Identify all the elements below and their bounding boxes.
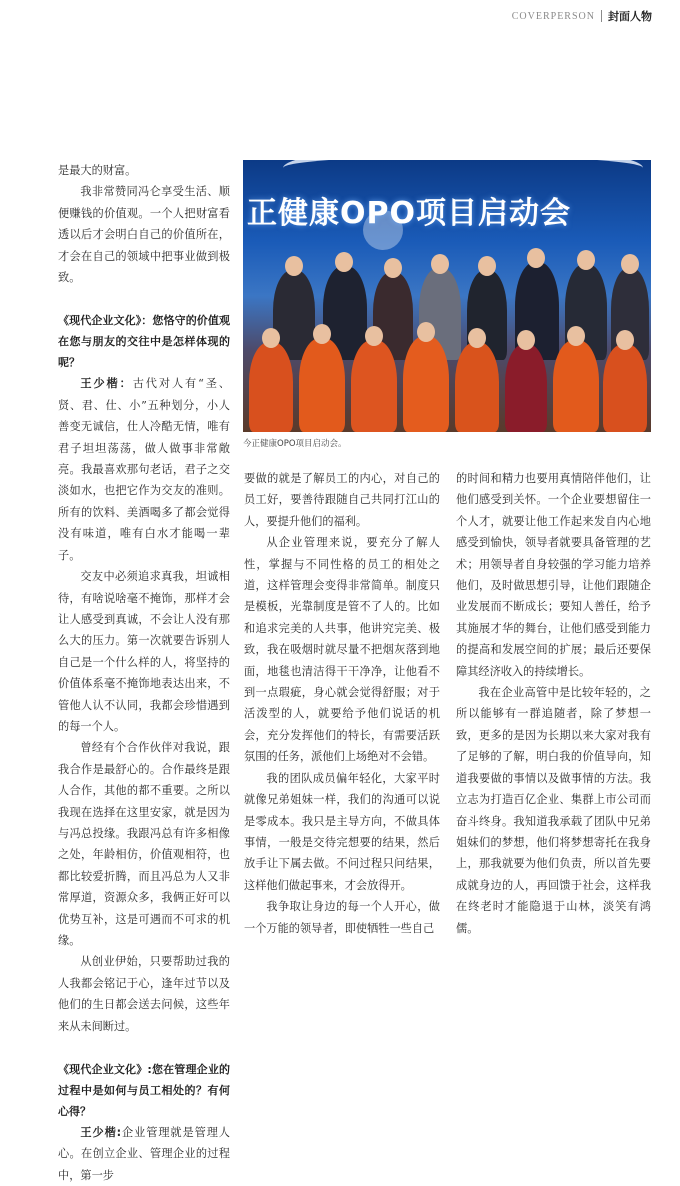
paragraph: 我的团队成员偏年轻化，大家平时就像兄弟姐妹一样，我们的沟通可以说是零成本。我只是主导方向，不做具体事情，一般是交待完想要的结果，然后放手让下属去做。不问过程只问结果，这样他们做起事来，才会放得开。 bbox=[244, 771, 440, 892]
paragraph: 我在企业高管中是比较年轻的，之所以能够有一群追随者，除了梦想一致，更多的是因为长期以来大家对我有了足够的了解，明白我的价值导向，知道我要做的事情以及做事情的方法。我立志为打造百亿企业、集群上市公司而奋斗终身。我知道我承载了团队中兄弟姐妹们的梦想，他们将梦想寄托在我身上，那我就要为他们负责，所以首先要成就身边的人，再回馈于社会，这样我在终老时才能隐退于山林，淡笑有鸿儒。 bbox=[456, 686, 651, 935]
interview-question: 《现代企业文化》：您恪守的价值观在您与朋友的交往中是怎样体现的呢？ bbox=[58, 314, 230, 370]
paragraph: 要做的就是了解员工的内心，对自己的员工好，要善待跟随自己共同打江山的人，要提升他们的福利。 bbox=[244, 472, 440, 528]
paragraph: 我争取让身边的每一个人开心，做一个万能的领导者，即使牺牲一些自己 bbox=[244, 900, 440, 935]
page-header bbox=[512, 6, 652, 26]
paragraph: 从企业管理来说，要充分了解人性，掌握与不同性格的员工的相处之道，这样管理会变得非常简单。制度只是模板，光靠制度是管不了人的。比如和追求完美的人共事，他讲究完美、极致，我在吸烟时就尽量不把烟灰落到地面，地毯也清洁得干干净净，让他看不到一点瑕疵，身心就会觉得舒服；对于活泼型的人，就要给予他们说话的机会，充分发挥他们的特长，有需要活跃氛围的任务，派他们上场绝对不会错。 bbox=[244, 536, 440, 764]
answer-paragraph bbox=[58, 1122, 230, 1186]
banner-arc bbox=[283, 160, 643, 190]
speaker-label: 王少楷: bbox=[80, 1126, 122, 1140]
text-column-3 bbox=[456, 468, 651, 939]
speaker-label: 王少楷： bbox=[80, 377, 133, 391]
answer-text: 古代对人有“圣、贤、君、仕、小”五种划分，小人善变无诚信，仕人冷酷无情，唯有君子坦坦荡荡，做人做事非常敞亮。我最喜欢那句老话，君子之交淡如水，也把它作为交友的准则。所有的饮料、美酒喝多了都会觉得没有味道，唯有白水才能喝一辈子。 bbox=[58, 377, 230, 562]
photo-caption: 今正健康OPO项目启动会。 bbox=[243, 439, 347, 449]
paragraph: 从创业伊始，只要帮助过我的人我都会铭记于心，逢年过节以及他们的生日都会送去问候，这些年来从未间断过。 bbox=[58, 955, 230, 1033]
paragraph: 曾经有个合作伙伴对我说，跟我合作是最舒心的。合作最终是跟人合作，其他的都不重要。之所以我现在选择在这里安家，就是因为与冯总投缘。我跟冯总有许多相像之处，年龄相仿，价值观相符，也都比较爱折腾，而且冯总为人又非常厚道，资源众多，我俩正好可以优势互补，这是可遇而不可求的机缘。 bbox=[58, 741, 230, 947]
answer-paragraph bbox=[58, 373, 230, 566]
text-column-2 bbox=[244, 468, 440, 939]
paragraph: 是最大的财富。 bbox=[58, 164, 137, 177]
paragraph: 交友中必须追求真我，坦诚相待，有啥说啥毫不掩饰，那样才会让人感受到真诚，不会让人没有那么大的压力。第一次就要告诉别人自己是一个什么样的人，将坚持的价值体系毫不掩饰地表达出来，不管他人认不认同，我都会珍惜遇到的每一个人。 bbox=[58, 570, 230, 733]
event-banner-text: 正健康OPO项目启动会 bbox=[247, 196, 571, 231]
section-label-en: COVERPERSON bbox=[511, 10, 595, 22]
paragraph: 的时间和精力也要用真情陪伴他们，让他们感受到关怀。一个企业要想留住一个人才，就要让他工作起来发自内心地感受到愉快，领导者就要具备管理的艺术；用领导者自身较强的学习能力培养他们，及时做思想引导，让他们跟随企业发展而不断成长；要知人善任，给予其施展才华的舞台，让他们感受到能力的提高和发展空间的扩展；最后还要保障其经济收入的持续增长。 bbox=[456, 472, 651, 678]
header-divider bbox=[601, 10, 602, 22]
event-photo bbox=[243, 160, 651, 432]
answer-text: 企业管理就是管理人心。在创立企业、管理企业的过程中，第一步 bbox=[58, 1126, 230, 1182]
paragraph: 我非常赞同冯仑享受生活、顺便赚钱的价值观。一个人把财富看透以后才会明白自己的价值所在，才会在自己的领域中把事业做到极致。 bbox=[58, 185, 230, 285]
section-label-cn: 封面人物 bbox=[608, 10, 652, 23]
text-column-1 bbox=[58, 160, 230, 1186]
interview-question: 《现代企业文化》:您在管理企业的过程中是如何与员工相处的？有何心得？ bbox=[58, 1063, 230, 1119]
